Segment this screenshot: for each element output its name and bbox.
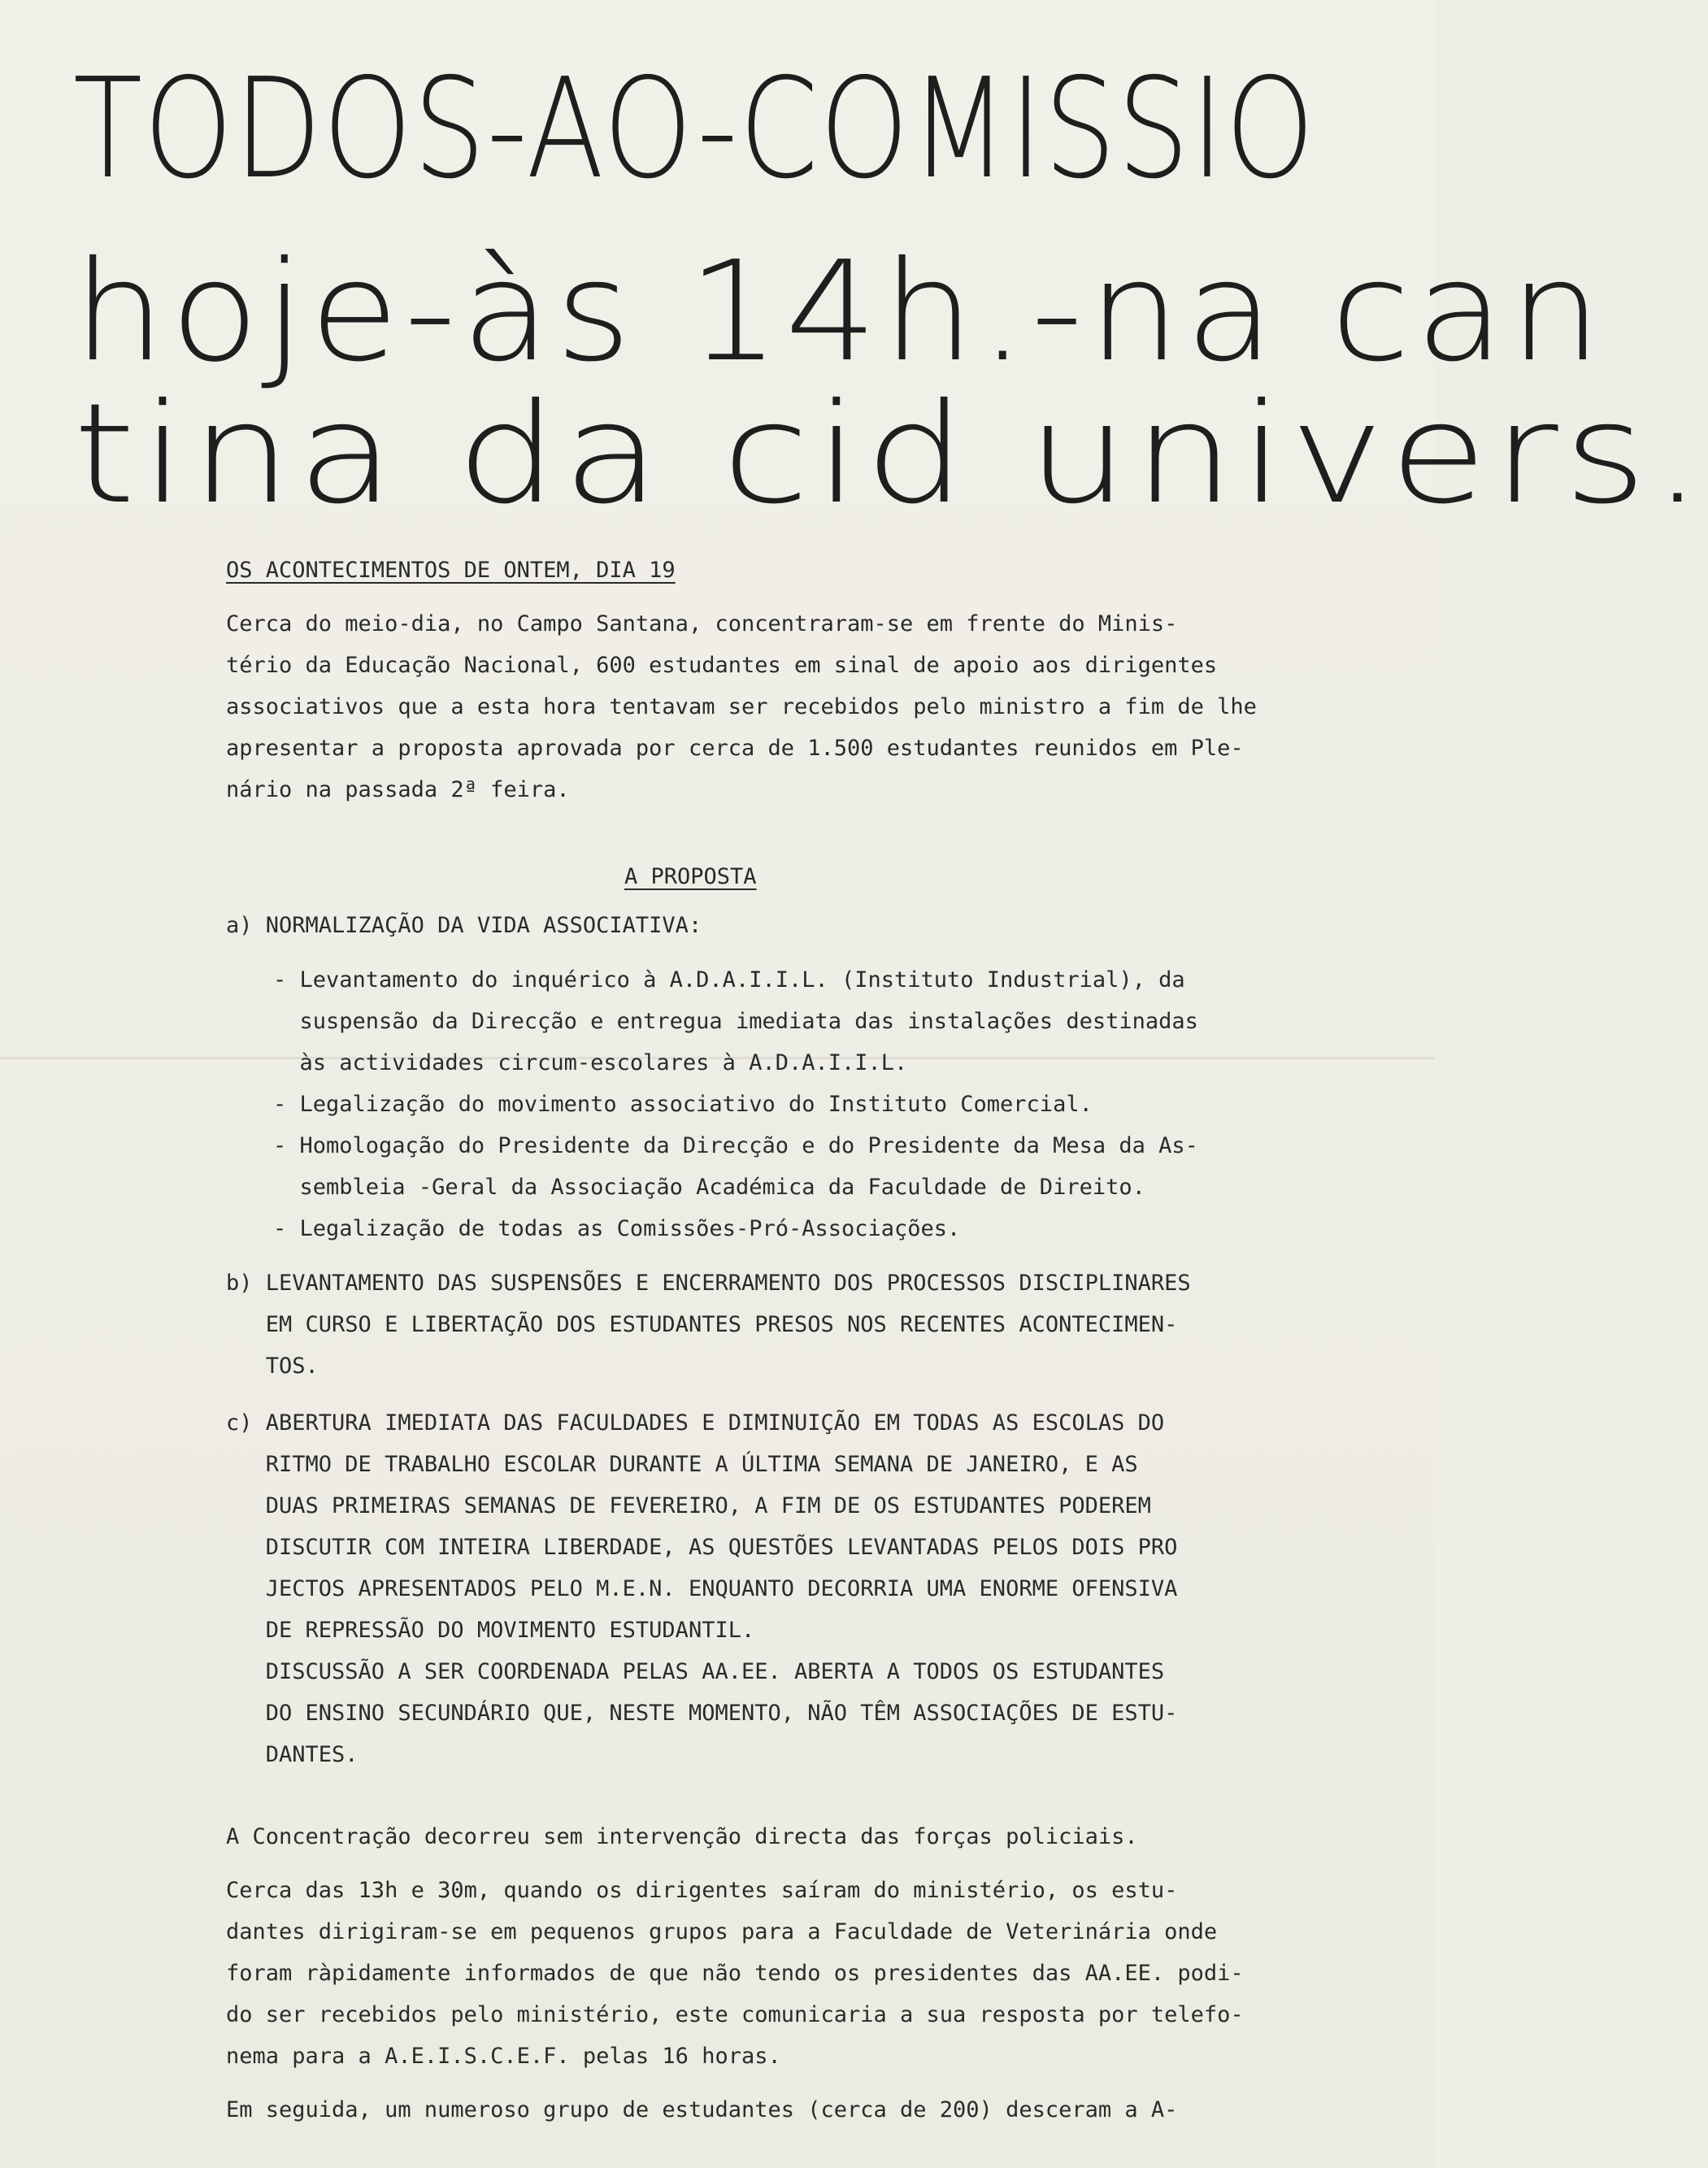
- item-a-line-2: suspensão da Direcção e entregua imediata das instalações destinadas: [273, 1009, 1198, 1034]
- item-c-line-4: DISCUTIR COM INTEIRA LIBERDADE, AS QUESTÕES LEVANTADAS PELOS DOIS PRO: [226, 1535, 1178, 1560]
- item-a-line-1: - Levantamento do inquérico à A.D.A.I.I.L. (Instituto Industrial), da: [273, 967, 1185, 993]
- item-a-line-3: às actividades circum-escolares à A.D.A.I.I.L.: [273, 1050, 908, 1075]
- item-c-line-6: DE REPRESSÃO DO MOVIMENTO ESTUDANTIL.: [226, 1618, 755, 1643]
- item-c-line-1: c) ABERTURA IMEDIATA DAS FACULDADES E DIMINUIÇÃO EM TODAS AS ESCOLAS DO: [226, 1410, 1165, 1436]
- item-c-line-7: DISCUSSÃO A SER COORDENADA PELAS AA.EE. ABERTA A TODOS OS ESTUDANTES: [226, 1659, 1165, 1684]
- intro-line-3: associativos que a esta hora tentavam ser recebidos pelo ministro a fim de lhe: [226, 694, 1257, 719]
- closing-line-4: foram ràpidamente informados de que não tendo os presidentes das AA.EE. podi-: [226, 1961, 1244, 1986]
- item-b-line-3: TOS.: [226, 1353, 319, 1379]
- item-c-line-3: DUAS PRIMEIRAS SEMANAS DE FEVEREIRO, A FIM DE OS ESTUDANTES PODEREM: [226, 1493, 1151, 1518]
- closing-line-7: Em seguida, um numeroso grupo de estudantes (cerca de 200) desceram a A-: [226, 2097, 1178, 2122]
- item-b-line-1: b) LEVANTAMENTO DAS SUSPENSÕES E ENCERRAMENTO DOS PROCESSOS DISCIPLINARES: [226, 1271, 1191, 1296]
- closing-line-1: A Concentração decorreu sem intervenção directa das forças policiais.: [226, 1824, 1138, 1849]
- item-c-line-9: DANTES.: [226, 1742, 359, 1767]
- item-b-line-2: EM CURSO E LIBERTAÇÃO DOS ESTUDANTES PRESOS NOS RECENTES ACONTECIMEN-: [226, 1312, 1178, 1337]
- handwritten-headline-line-2: hoje-às 14h.-na can: [73, 232, 1607, 393]
- item-c-line-2: RITMO DE TRABALHO ESCOLAR DURANTE A ÚLTIMA SEMANA DE JANEIRO, E AS: [226, 1452, 1138, 1477]
- item-c-line-8: DO ENSINO SECUNDÁRIO QUE, NESTE MOMENTO, NÃO TÊM ASSOCIAÇÕES DE ESTU-: [226, 1701, 1178, 1726]
- proposta-title: A PROPOSTA: [624, 864, 757, 889]
- handwritten-headline-line-3: tina da cid univers.: [73, 374, 1708, 535]
- item-a-line-6: sembleia -Geral da Associação Académica da Faculdade de Direito.: [273, 1175, 1145, 1200]
- item-a-line-5: - Homologação do Presidente da Direcção e do Presidente da Mesa da As-: [273, 1133, 1198, 1158]
- closing-line-6: nema para a A.E.I.S.C.E.F. pelas 16 horas.: [226, 2044, 781, 2069]
- intro-line-2: tério da Educação Nacional, 600 estudantes em sinal de apoio aos dirigentes: [226, 653, 1218, 678]
- closing-line-2: Cerca das 13h e 30m, quando os dirigentes saíram do ministério, os estu-: [226, 1878, 1178, 1903]
- intro-line-1: Cerca do meio-dia, no Campo Santana, concentraram-se em frente do Minis-: [226, 611, 1178, 636]
- intro-line-5: nário na passada 2ª feira.: [226, 777, 570, 802]
- item-a-line-4: - Legalização do movimento associativo do Instituto Comercial.: [273, 1092, 1093, 1117]
- item-a-line-7: - Legalização de todas as Comissões-Pró-Associações.: [273, 1216, 961, 1241]
- closing-line-5: do ser recebidos pelo ministério, este comunicaria a sua resposta por telefo-: [226, 2002, 1244, 2027]
- handwritten-headline-line-1: TODOS-AO-COMISSIO: [73, 49, 1316, 210]
- closing-line-3: dantes dirigiram-se em pequenos grupos para a Faculdade de Veterinária onde: [226, 1919, 1218, 1944]
- item-a-heading: a) NORMALIZAÇÃO DA VIDA ASSOCIATIVA:: [226, 913, 702, 938]
- section-title: OS ACONTECIMENTOS DE ONTEM, DIA 19: [226, 558, 676, 583]
- intro-line-4: apresentar a proposta aprovada por cerca de 1.500 estudantes reunidos em Ple-: [226, 736, 1244, 761]
- item-c-line-5: JECTOS APRESENTADOS PELO M.E.N. ENQUANTO DECORRIA UMA ENORME OFENSIVA: [226, 1576, 1178, 1601]
